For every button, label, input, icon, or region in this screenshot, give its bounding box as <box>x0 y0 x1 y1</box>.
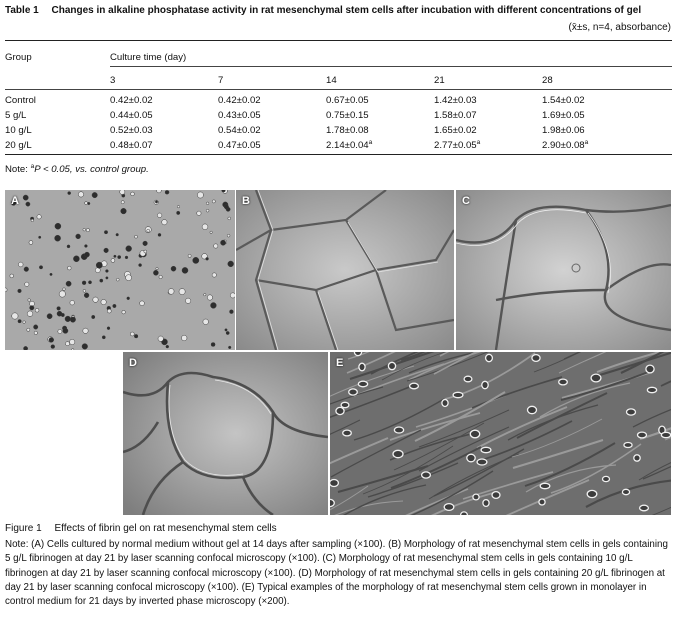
cell-value: 2.77±0.05 <box>434 140 477 151</box>
cell-value: 1.65±0.02 <box>434 125 477 136</box>
cell-value: 1.69±0.05 <box>542 110 585 121</box>
table-footnote <box>5 164 149 175</box>
cell-value: 0.47±0.05 <box>218 140 261 151</box>
table-top-rule <box>5 40 672 41</box>
culture-time-header: Culture time (day) <box>110 52 187 63</box>
cell-value: 0.43±0.05 <box>218 110 261 121</box>
panel-c-image <box>456 190 671 350</box>
table-cell <box>542 125 585 136</box>
panel-b-label: B <box>242 195 250 207</box>
table-cell <box>218 110 261 121</box>
panel-a-photo <box>5 190 235 350</box>
table-cell <box>326 140 372 151</box>
day-header: 28 <box>542 75 553 86</box>
panel-d-image <box>123 352 328 515</box>
cell-value: 0.52±0.03 <box>110 125 153 136</box>
panel-d-label: D <box>129 357 137 369</box>
panel-c-label: C <box>462 195 470 207</box>
table-cell <box>542 110 585 121</box>
table-title <box>5 5 641 16</box>
table-cell <box>326 95 369 106</box>
figure-number: Figure 1 <box>5 523 42 534</box>
significance-mark: a <box>476 138 481 146</box>
table-cell <box>110 95 153 106</box>
table-number: Table 1 <box>5 5 39 16</box>
table-cell <box>326 110 369 121</box>
cell-value: 0.42±0.02 <box>218 95 261 106</box>
table-cell <box>218 140 261 151</box>
header-sub-rule <box>110 66 672 67</box>
table-stats-note: (x̄±s, n=4, absorbance) <box>568 22 671 33</box>
cell-value: 1.98±0.06 <box>542 125 585 136</box>
row-group-label: Control <box>5 95 36 106</box>
table-cell <box>542 140 588 151</box>
day-header: 14 <box>326 75 337 86</box>
header-bottom-rule <box>5 89 672 90</box>
cell-value: 2.90±0.08 <box>542 140 585 151</box>
table-cell <box>110 140 153 151</box>
row-group-label: 20 g/L <box>5 140 32 151</box>
cell-value: 1.42±0.03 <box>434 95 477 106</box>
cell-value: 2.14±0.04 <box>326 140 369 151</box>
table-cell <box>434 95 477 106</box>
table-cell <box>434 110 477 121</box>
panel-b-photo <box>236 190 454 350</box>
table-cell <box>218 95 261 106</box>
panel-a-label: A <box>11 195 19 207</box>
cell-value: 0.44±0.05 <box>110 110 153 121</box>
panel-e-image <box>330 352 671 515</box>
cell-value: 0.54±0.02 <box>218 125 261 136</box>
table-cell <box>326 125 369 136</box>
group-header: Group <box>5 52 32 63</box>
figure-caption: Effects of fibrin gel on rat mesenchymal stem cells <box>54 523 277 534</box>
panel-d-photo <box>123 352 328 515</box>
cell-value: 0.67±0.05 <box>326 95 369 106</box>
figure-note: Note: (A) Cells cultured by normal medium without gel at 14 days after sampling (×100). (B) Morphology of rat mesenchymal stem cells in gels containing 5 g/L fibrinogen at day 21 by laser scanning confocal microscopy (×100). (C) Morphology of rat mesenchymal stem cells in gels containing 10 g/L fibrinogen at day 21 by laser scanning confocal microscopy (×100). (D) Morphology of rat mesenchymal stem cells in gels containing 20 g/L fibrinogen at day 21 by laser scanning confocal microscopy (×100). (E) Typical examples of the morphology of rat mesenchymal stem cells grown in monolayer in control medium for 21 days by inverted phase microscopy (×200). <box>5 539 668 608</box>
cell-value: 1.78±0.08 <box>326 125 369 136</box>
cell-value: 1.54±0.02 <box>542 95 585 106</box>
panel-e-label: E <box>336 357 344 369</box>
cell-value: 0.75±0.15 <box>326 110 369 121</box>
panel-c-photo <box>456 190 671 350</box>
table-cell <box>218 125 261 136</box>
day-header: 7 <box>218 75 224 86</box>
significance-mark: a <box>368 138 373 146</box>
panel-e-photo <box>330 352 671 515</box>
cell-value: 1.58±0.07 <box>434 110 477 121</box>
table-cell <box>110 125 153 136</box>
cell-value: 0.48±0.07 <box>110 140 153 151</box>
panel-b-image <box>236 190 454 350</box>
row-group-label: 5 g/L <box>5 110 27 121</box>
table-cell <box>542 95 585 106</box>
day-header: 21 <box>434 75 445 86</box>
table-cell <box>434 125 477 136</box>
table-cell <box>434 140 480 151</box>
table-footnote-text: P < 0.05, vs. control group. <box>34 164 149 175</box>
table-bottom-rule <box>5 154 672 155</box>
table-footnote-sup: a <box>30 162 35 170</box>
cell-value: 0.42±0.02 <box>110 95 153 106</box>
figure-title <box>5 523 277 534</box>
significance-mark: a <box>584 138 589 146</box>
table-cell <box>110 110 153 121</box>
panel-a-image <box>5 190 235 350</box>
table-footnote-prefix: Note: <box>5 164 31 175</box>
day-header: 3 <box>110 75 116 86</box>
row-group-label: 10 g/L <box>5 125 32 136</box>
table-caption: Changes in alkaline phosphatase activity in rat mesenchymal stem cells after incubation with different concentrations of gel <box>51 5 642 16</box>
